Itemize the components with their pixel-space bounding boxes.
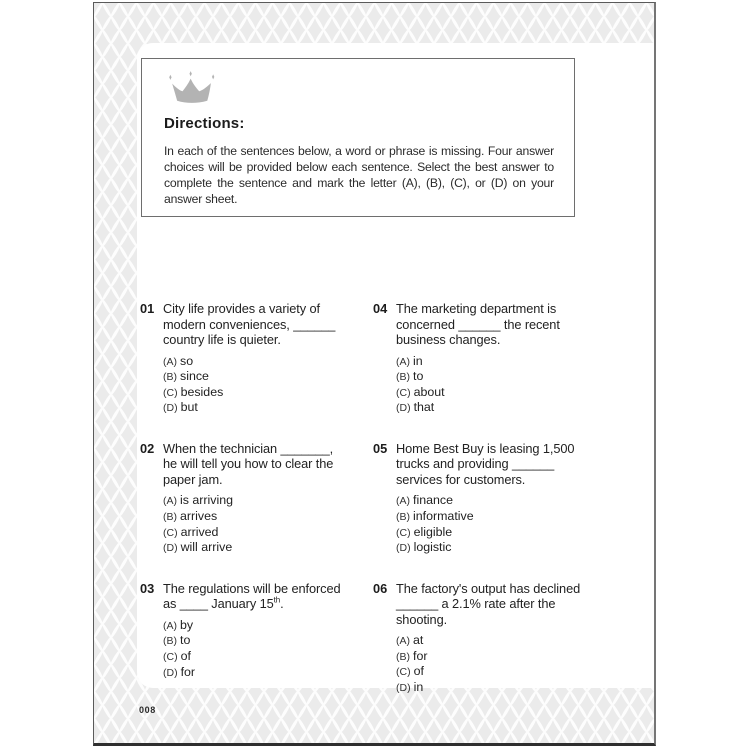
superscript-text: th [273, 595, 281, 605]
option-row [396, 385, 599, 401]
questions-column-left [140, 301, 366, 721]
question-body [396, 301, 599, 416]
option-letter: (A) [163, 495, 177, 508]
option-text: so [180, 353, 194, 368]
question-text [163, 581, 366, 612]
question-body [163, 441, 366, 556]
question-number: 03 [140, 580, 155, 596]
option-text: about [413, 384, 445, 399]
question-text-line: Home Best Buy is leasing 1,500 [396, 440, 575, 456]
option-text: of [413, 664, 424, 679]
question-text-line: modern conveniences, ______ [163, 316, 336, 332]
question-body [396, 581, 599, 696]
option-row [396, 369, 599, 385]
option-row [396, 400, 599, 416]
question-block [140, 301, 366, 416]
option-letter: (D) [396, 682, 411, 695]
question-number: 04 [373, 301, 388, 316]
option-row [163, 369, 366, 385]
option-row [396, 633, 599, 649]
question-text-line: business changes. [396, 332, 501, 347]
option-text: for [180, 664, 196, 679]
question-text-line: he will tell you how to clear the [163, 456, 334, 472]
option-text: but [180, 400, 198, 415]
option-row [163, 400, 366, 416]
question-text-line: The regulations will be enforced [163, 580, 341, 596]
options-list [396, 493, 599, 555]
options-list [396, 633, 599, 695]
option-text: eligible [413, 524, 453, 539]
question-text [396, 581, 599, 628]
question-block [373, 441, 599, 556]
option-letter: (B) [163, 510, 177, 523]
options-list [396, 354, 599, 416]
option-letter: (B) [396, 650, 410, 663]
option-row [163, 493, 366, 509]
option-letter: (B) [396, 510, 410, 523]
option-row [396, 540, 599, 556]
options-list [163, 618, 366, 680]
option-text: besides [180, 384, 224, 399]
option-row [396, 509, 599, 525]
option-letter: (D) [396, 402, 411, 415]
option-letter: (A) [396, 495, 410, 508]
option-text: at [413, 633, 424, 648]
questions-area [140, 301, 599, 721]
option-row [396, 649, 599, 665]
question-text-line: services for customers. [396, 471, 526, 487]
question-number: 05 [373, 440, 388, 456]
question-text [163, 301, 366, 348]
option-text: to [413, 369, 424, 384]
option-letter: (A) [163, 619, 177, 632]
option-row [163, 509, 366, 525]
option-row [163, 385, 366, 401]
question-text-line: country life is quieter. [163, 332, 281, 347]
option-letter: (B) [163, 635, 177, 648]
option-text: arrived [180, 524, 219, 539]
option-letter: (C) [163, 526, 178, 539]
option-text: is arriving [180, 493, 234, 508]
option-letter: (D) [163, 402, 178, 415]
crown-icon [164, 71, 220, 107]
option-text: that [413, 400, 435, 415]
directions-title: Directions: [164, 115, 245, 132]
question-text-line: The factory's output has declined [396, 580, 581, 596]
question-text [163, 441, 366, 488]
question-number: 06 [373, 580, 388, 596]
option-text: in [413, 680, 424, 695]
option-text: in [413, 353, 423, 368]
option-letter: (C) [396, 526, 411, 539]
question-text-line: ______ a 2.1% rate after the [396, 596, 556, 612]
option-row [163, 618, 366, 634]
question-number: 01 [140, 301, 155, 316]
question-block [373, 301, 599, 416]
options-list [163, 493, 366, 555]
option-text: logistic [413, 540, 452, 555]
option-letter: (D) [396, 542, 411, 555]
option-row [163, 525, 366, 541]
option-row [163, 354, 366, 370]
question-body [396, 441, 599, 556]
option-letter: (D) [163, 666, 178, 679]
option-text: arrives [180, 508, 218, 523]
option-row [163, 633, 366, 649]
book-page [93, 2, 656, 746]
question-text-line: When the technician _______, [163, 440, 334, 456]
option-letter: (C) [163, 386, 178, 399]
question-body [163, 301, 366, 416]
option-letter: (C) [396, 386, 411, 399]
option-letter: (C) [396, 666, 411, 679]
option-letter: (B) [163, 371, 177, 384]
option-letter: (D) [163, 542, 178, 555]
option-row [396, 493, 599, 509]
options-list [163, 354, 366, 416]
option-letter: (A) [396, 355, 410, 368]
directions-box [141, 58, 575, 217]
option-row [163, 665, 366, 681]
option-letter: (A) [396, 635, 410, 648]
option-text: to [180, 633, 191, 648]
question-text-line: City life provides a variety of [163, 301, 320, 316]
option-row [396, 525, 599, 541]
directions-body: In each of the sentences below, a word or phrase is missing. Four answer choices will be provided below each sentence. Select the best answer to complete the sentence and mark the letter (A), (B), (C), or (D) on your answer sheet. [164, 144, 554, 206]
option-text: of [180, 648, 191, 663]
question-block [140, 581, 366, 680]
question-block [373, 581, 599, 696]
page-number: 008 [139, 705, 156, 715]
option-letter: (A) [163, 355, 177, 368]
question-text-line: concerned ______ the recent [396, 316, 560, 332]
questions-column-right [373, 301, 599, 721]
option-text: informative [413, 508, 474, 523]
page-content-area [137, 43, 654, 695]
option-row [396, 664, 599, 680]
option-row [163, 540, 366, 556]
question-text-line: The marketing department is [396, 301, 557, 316]
question-block [140, 441, 366, 556]
question-text [396, 441, 599, 488]
option-text: finance [413, 493, 453, 508]
option-text: since [180, 369, 209, 384]
option-letter: (B) [396, 371, 410, 384]
question-number: 02 [140, 440, 155, 456]
question-text [396, 301, 599, 348]
question-text-line: shooting. [396, 611, 448, 627]
option-row [396, 354, 599, 370]
option-text: will arrive [180, 540, 233, 555]
option-row [163, 649, 366, 665]
question-text-line: as ____ January 15th. [163, 595, 284, 612]
option-letter: (C) [163, 650, 178, 663]
option-text: for [413, 648, 428, 663]
question-body [163, 581, 366, 680]
question-text-line: paper jam. [163, 471, 223, 487]
option-row [396, 680, 599, 696]
option-text: by [180, 617, 194, 632]
question-text-line: trucks and providing ______ [396, 456, 555, 472]
